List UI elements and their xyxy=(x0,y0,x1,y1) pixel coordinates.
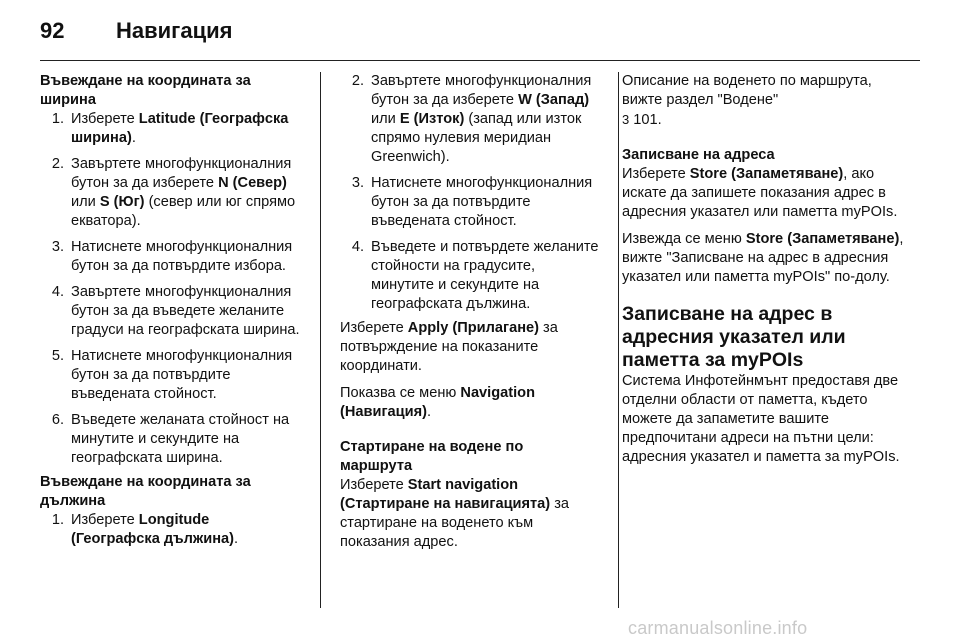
list-item xyxy=(340,174,602,231)
longitude-steps xyxy=(40,511,302,549)
list-item xyxy=(40,238,302,276)
bold-term: Latitude (Географска ширина) xyxy=(71,111,289,146)
list-text xyxy=(371,72,602,167)
bold-term: Store (Запаметяване) xyxy=(745,231,900,247)
memory-description-paragraph: Система Инфотейнмънт предоставя две отделни области от паметта, където можете да запаметите вашите предпочитани адреси на пътни цели: адресния указател и паметта за myPOIs. xyxy=(622,373,900,465)
text-run: Изберете xyxy=(340,320,408,336)
start-navigation-paragraph xyxy=(340,476,602,552)
text-run: Завъртете многофункционалния бутон за да изберете xyxy=(71,156,292,191)
guidance-reference-paragraph: Описание на воденето по маршрута, вижте раздел "Водене" 3 101. xyxy=(622,73,872,128)
text-run: , вижте "Записване на адрес в адресния указател или паметта myPOIs" по-долу. xyxy=(622,231,904,285)
text-run: Натиснете многофункционалния бутон за да потвърдите въведената стойност. xyxy=(71,348,293,402)
text-run: Изберете xyxy=(340,477,408,493)
text-run: Изберете xyxy=(71,512,139,528)
apply-paragraph xyxy=(340,319,602,376)
list-text xyxy=(371,174,602,231)
bold-term: Navigation (Навигация) xyxy=(340,385,536,420)
list-number: 3. xyxy=(351,175,364,191)
list-text xyxy=(71,238,302,276)
store-menu-paragraph xyxy=(622,230,914,287)
text-run: Завъртете многофункционалния бутон за да изберете xyxy=(371,73,592,108)
list-number: 1. xyxy=(51,111,64,127)
text-run: за стартиране на воденето към показания адрес. xyxy=(340,496,570,550)
longitude-steps-continued xyxy=(340,72,602,314)
text-run: Показва се меню xyxy=(340,385,461,401)
text-run: (запад или изток спрямо нулевия меридиан Greenwich). xyxy=(371,111,582,165)
list-number: 2. xyxy=(351,73,364,89)
list-item xyxy=(40,155,302,231)
list-item xyxy=(40,110,302,148)
bold-term: W (Запад) xyxy=(518,92,590,108)
column-divider-1 xyxy=(320,72,321,608)
list-number: 4. xyxy=(51,284,64,300)
column-2 xyxy=(340,72,602,552)
list-item xyxy=(40,283,302,340)
list-number: 3. xyxy=(51,239,64,255)
list-text xyxy=(71,155,302,231)
column-3 xyxy=(622,72,914,467)
page-header xyxy=(40,18,232,44)
text-run: Изберете xyxy=(71,111,139,127)
bold-term: E (Изток) xyxy=(399,111,465,127)
list-text xyxy=(71,511,302,549)
bold-term: Longitude (Географска дължина) xyxy=(71,512,234,547)
text-run: Въведете желаната стойност на минутите и секундите на географската ширина. xyxy=(71,412,290,466)
section-heading-longitude: Въвеждане на координата за дължина xyxy=(40,474,251,509)
text-run: . xyxy=(131,130,136,146)
list-number: 6. xyxy=(51,412,64,428)
text-run: за потвърждение на показаните координати. xyxy=(340,320,558,374)
list-number: 1. xyxy=(51,512,64,528)
list-item xyxy=(40,511,302,549)
list-number: 5. xyxy=(51,348,64,364)
page-number: 92 xyxy=(40,18,65,43)
text-run: Натиснете многофункционалния бутон за да потвърдите избора. xyxy=(71,239,293,274)
header-rule xyxy=(40,60,920,61)
text-run: , ако искате да запишете показания адрес в адресния указател или паметта myPOIs. xyxy=(622,166,898,220)
bold-term: N (Север) xyxy=(218,175,287,191)
text-run: . xyxy=(426,404,432,420)
list-text xyxy=(71,347,302,404)
page-title: Навигация xyxy=(116,18,233,43)
text-run: Извежда се меню xyxy=(622,231,746,247)
column-1 xyxy=(40,72,302,549)
bold-term: Apply (Прилагане) xyxy=(407,320,539,336)
bold-term: Start navigation (Стартиране на навигацията) xyxy=(340,477,551,512)
latitude-steps xyxy=(40,110,302,468)
text-run: . xyxy=(233,531,239,547)
text-run: (север или юг спрямо екватора). xyxy=(71,194,296,229)
bold-term: S (Юг) xyxy=(99,194,145,210)
list-item xyxy=(40,347,302,404)
text-run: Завъртете многофункционалния бутон за да въведете желаните градуси на географската ширина. xyxy=(71,284,300,338)
list-number: 4. xyxy=(351,239,364,255)
section-heading-store-address: Записване на адреса xyxy=(622,147,775,163)
page-reference-arrow-icon: 3 xyxy=(622,112,630,127)
list-number: 2. xyxy=(51,156,64,172)
store-paragraph xyxy=(622,165,914,222)
list-text xyxy=(371,238,602,314)
column-divider-2 xyxy=(618,72,619,608)
bold-term: Store (Запаметяване) xyxy=(689,166,844,182)
text-run: или xyxy=(371,111,400,127)
navigation-menu-paragraph xyxy=(340,384,602,422)
list-item xyxy=(340,72,602,167)
section-heading-latitude: Въвеждане на координата за ширина xyxy=(40,73,251,108)
list-text xyxy=(71,110,302,148)
text-run: Въведете и потвърдете желаните стойности на градусите, минутите и секундите на географската дължина. xyxy=(371,239,599,312)
watermark: carmanualsonline.info xyxy=(628,618,808,638)
list-text xyxy=(71,283,302,340)
text-run: или xyxy=(71,194,100,210)
list-text xyxy=(71,411,302,468)
list-item xyxy=(340,238,602,314)
section-heading-save-address: Записване на адрес в адресния указател или паметта за myPOIs xyxy=(622,303,846,371)
page-reference: 101. xyxy=(629,112,662,128)
text-run: Изберете xyxy=(622,166,690,182)
text-run: Натиснете многофункционалния бутон за да потвърдите въведената стойност. xyxy=(371,175,593,229)
section-heading-start-navigation: Стартиране на водене по маршрута xyxy=(340,439,524,474)
list-item xyxy=(40,411,302,468)
